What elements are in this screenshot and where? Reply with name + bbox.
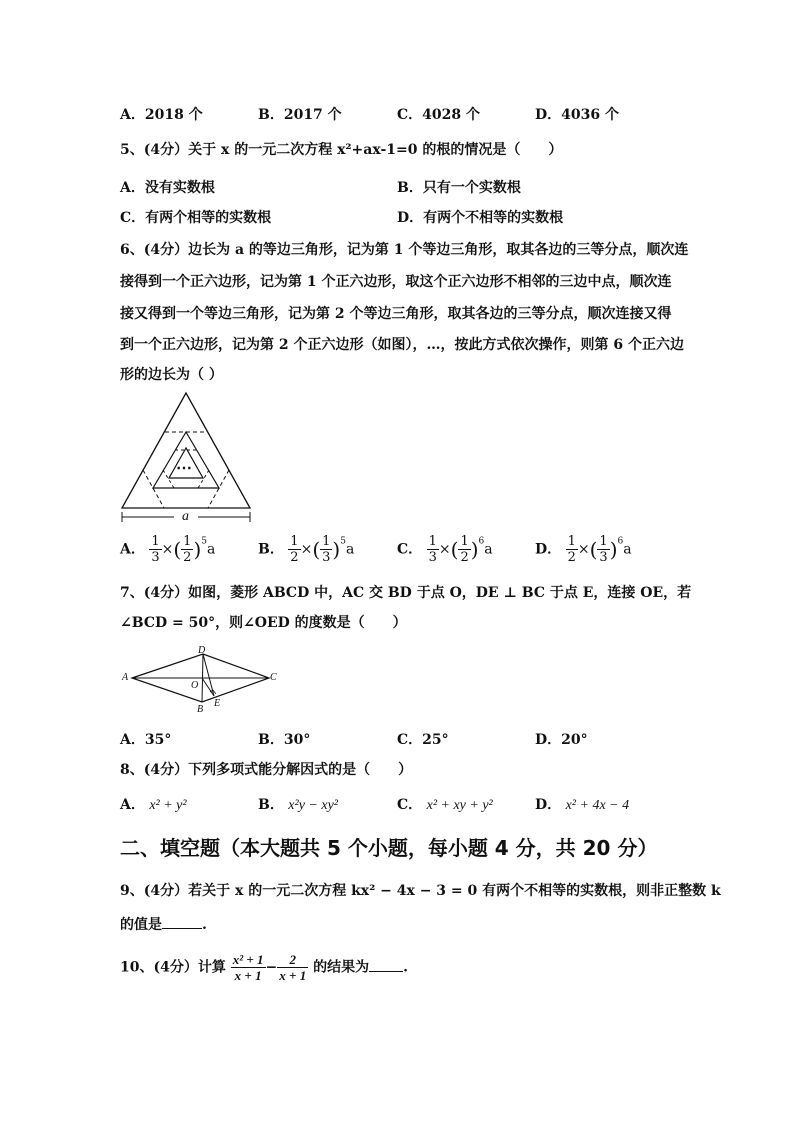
q7-option-c: C．25°	[397, 732, 449, 748]
q6-a-f2-num: 1	[183, 534, 192, 549]
q4-option-b: B．2017 个	[258, 107, 342, 123]
q6-b-f2-den: 3	[322, 550, 331, 565]
q6-c-f2-den: 2	[460, 550, 469, 565]
q7-option-b: B．30°	[258, 732, 311, 748]
section-2-title: 二、填空题（本大题共 5 个小题，每小题 4 分，共 20 分）	[120, 836, 658, 860]
q5-stem: 5、(4分）关于 x 的一元二次方程 x²+ax-1=0 的根的情况是（ ）	[120, 142, 563, 158]
q6-line-2: 接得到一个正六边形，记为第 1 个正六边形，取这个正六边形不相邻的三边中点，顺次连	[120, 274, 672, 290]
q6-d-f1-num: 1	[567, 534, 576, 549]
q6-c-f1-den: 3	[428, 550, 437, 565]
q7-line-1: 7、(4分）如图，菱形 ABCD 中，AC 交 BD 于点 O，DE ⊥ BC 于点 E，连接 OE，若	[120, 585, 692, 601]
q8-option-a-letter: A．	[120, 797, 145, 813]
q6-option-a: A． $\frac{1}{3}$ ×( $\frac{1}{2}$ )$^5$a	[120, 534, 216, 565]
q10-f1-den: x + 1	[234, 968, 262, 983]
q8-option-c	[397, 794, 493, 814]
q6-c-f1-num: 1	[428, 534, 437, 549]
q5-option-d: D．有两个不相等的实数根	[397, 210, 564, 226]
q6-b-f2-num: 1	[322, 534, 331, 549]
q7-label-a: A	[122, 672, 129, 683]
q6-figure-side-label: a	[182, 509, 189, 524]
q5-option-a: A．没有实数根	[120, 180, 215, 196]
q10-answer-blank[interactable]	[369, 959, 403, 972]
q6-option-b: B． $\frac{1}{2}$ ×( $\frac{1}{3}$ )$^5$a	[258, 534, 355, 565]
q7-line-2: ∠BCD = 50°，则∠OED 的度数是（ ）	[120, 615, 407, 631]
q6-d-exp: 6	[617, 536, 624, 547]
q6-option-d: D． $\frac{1}{2}$ ×( $\frac{1}{3}$ )$^6$a	[535, 534, 632, 565]
q9-answer-blank[interactable]	[162, 916, 202, 929]
q7-label-e: E	[214, 698, 221, 709]
q8-option-b-letter: B．	[258, 797, 284, 813]
q8-option-b	[258, 794, 338, 814]
q6-line-4: 到一个正六边形，记为第 2 个正六边形（如图），…，按此方式依次操作，则第 6 个正六边	[120, 337, 684, 353]
q6-c-f2-num: 1	[460, 534, 469, 549]
q6-figure-dots: ⋯	[176, 458, 192, 477]
q6-line-5: 形的边长为（ ）	[120, 367, 223, 383]
q6-a-f1-num: 1	[151, 534, 160, 549]
q6-c-var: a	[484, 541, 493, 558]
q8-option-d-letter: D．	[535, 797, 562, 813]
q9-line-2-prefix: 的值是	[120, 917, 162, 933]
q6-b-var: a	[345, 541, 355, 558]
q6-option-b-letter: B．	[258, 541, 284, 558]
q6-a-f2-den: 2	[183, 550, 192, 565]
q10-end: .	[403, 959, 408, 976]
q9-line-2-suffix: .	[202, 917, 207, 933]
q8-option-d	[535, 794, 629, 814]
q10-line	[120, 952, 408, 983]
q6-b-f1-num: 1	[290, 534, 299, 549]
q8-option-a-expr: x² + y²	[149, 798, 187, 813]
q6-option-d-letter: D．	[535, 541, 562, 558]
q6-d-f1-den: 2	[567, 550, 576, 565]
q4-option-c: C．4028 个	[397, 107, 480, 123]
q7-option-a: A．35°	[120, 732, 172, 748]
q7-label-o: O	[191, 680, 199, 691]
q6-b-exp: 5	[340, 536, 346, 547]
q9-line-2	[120, 914, 207, 934]
q6-a-f1-den: 3	[151, 550, 160, 565]
q10-f2-num: 2	[277, 952, 308, 968]
q10-f2-den: x + 1	[279, 968, 307, 983]
q6-c-exp: 6	[478, 536, 485, 547]
q7-label-c: C	[270, 672, 277, 683]
q4-option-d: D．4036 个	[535, 107, 619, 123]
q8-option-c-expr: x² + xy + y²	[426, 798, 493, 813]
q7-option-d: D．20°	[535, 732, 588, 748]
q5-option-b: B．只有一个实数根	[397, 180, 521, 196]
q8-option-c-letter: C．	[397, 797, 423, 813]
q10-minus: −	[265, 959, 278, 976]
q6-a-exp: 5	[201, 536, 207, 547]
q6-option-c: C． $\frac{1}{3}$ ×( $\frac{1}{2}$ )$^6$a	[397, 534, 493, 565]
q10-suffix: 的结果为	[313, 959, 370, 976]
q5-option-c: C．有两个相等的实数根	[120, 210, 272, 226]
q6-option-c-letter: C．	[397, 541, 423, 558]
q8-stem: 8、(4分）下列多项式能分解因式的是（ ）	[120, 762, 413, 778]
q6-option-a-letter: A．	[120, 541, 145, 558]
q6-d-var: a	[623, 541, 632, 558]
q10-prefix: 10、(4分）计算	[120, 959, 226, 976]
q8-option-a	[120, 794, 187, 814]
q6-a-var: a	[206, 541, 216, 558]
q7-label-b: B	[197, 704, 204, 715]
q8-option-d-expr: x² + 4x − 4	[565, 798, 630, 813]
q6-line-3: 接又得到一个等边三角形，记为第 2 个等边三角形，取其各边的三等分点，顺次连接又得	[120, 306, 672, 322]
q6-d-f2-den: 3	[599, 550, 608, 565]
q8-option-b-expr: x²y − xy²	[288, 798, 338, 813]
q6-b-f1-den: 2	[290, 550, 299, 565]
q4-option-a: A．2018 个	[120, 107, 203, 123]
q6-d-f2-num: 1	[599, 534, 608, 549]
q10-f1-num: x² + 1	[232, 952, 264, 967]
q9-line-1: 9、(4分）若关于 x 的一元二次方程 kx² − 4x − 3 = 0 有两个不相等的实数根，则非正整数 k	[120, 883, 721, 899]
q7-label-d: D	[198, 645, 206, 656]
q6-line-1: 6、(4分）边长为 a 的等边三角形，记为第 1 个等边三角形，取其各边的三等分点，顺次连	[120, 242, 689, 258]
